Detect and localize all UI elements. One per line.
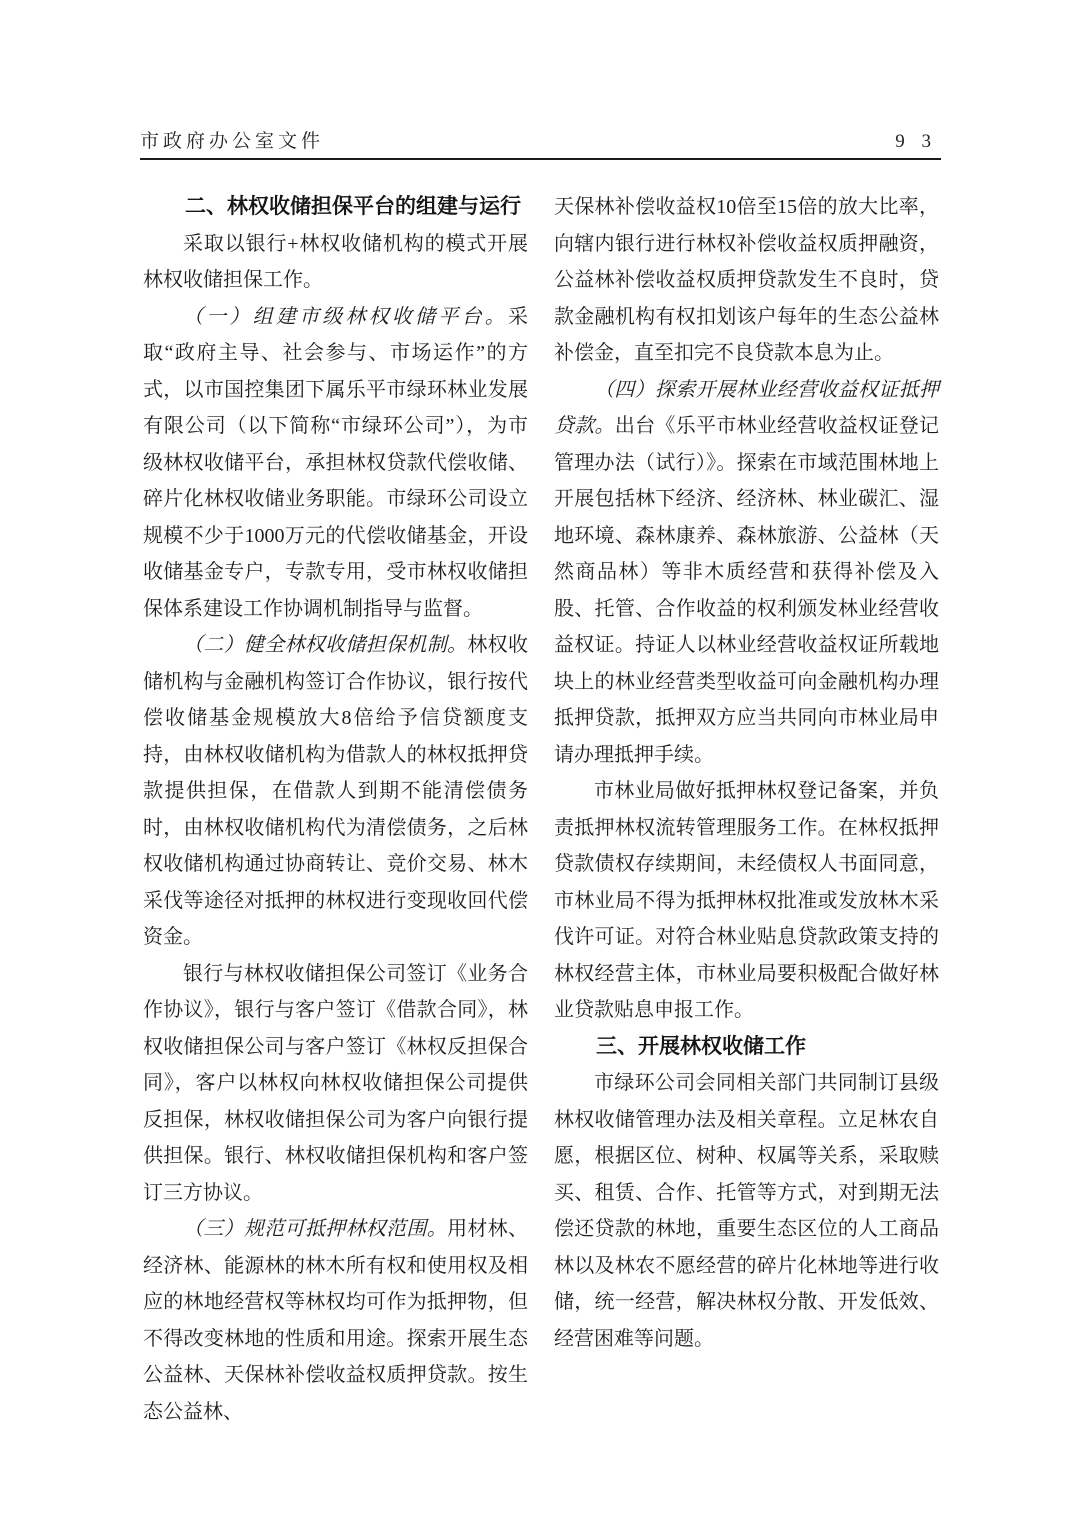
clause-lead: （四）探索开展林业经营收益权证抵押贷款。: [554, 378, 939, 437]
clause-lead: （三）规范可抵押林权范围。: [183, 1218, 448, 1240]
paragraph: （二）健全林权收储担保机制。林权收储机构与金融机构签订合作协议，银行按代偿收储基金规模放大8倍给予信贷额度支持，由林权收储机构为借款人的林权抵押贷款提供担保，在借款人到期不能清偿债务时，由林权收储机构代为清偿债务，之后林权收储机构通过协商转让、竞价交易、林木采伐等途径对抵押的林权进行变现收回代偿资金。: [143, 634, 528, 948]
paragraph: 市绿环公司会同相关部门共同制订县级林权收储管理办法及相关章程。立足林农自愿，根据区位、树种、权属等关系，采取赎买、租赁、合作、托管等方式，对到期无法偿还贷款的林地，重要生态区位的人工商品林以及林农不愿经营的碎片化林地等进行收储，统一经营，解决林权分散、开发低效、经营困难等问题。: [554, 1072, 939, 1350]
header-title: 市政府办公室文件: [140, 131, 325, 152]
paragraph: （三）规范可抵押林权范围。用材林、经济林、能源林的林木所有权和使用权及相应的林地经营权等林权均可作为抵押物，但不得改变林地的性质和用途。探索开展生态公益林、天保林补偿收益权质押贷款。按生态公益林、: [143, 1218, 528, 1423]
page-header: [140, 126, 941, 160]
right-column: [554, 189, 939, 1430]
paragraph: （四）探索开展林业经营收益权证抵押贷款。出台《乐平市林业经营收益权证登记管理办法（试行）》。探索在市域范围林地上开展包括林下经济、经济林、林业碳汇、湿地环境、森林康养、森林旅游、公益林（天然商品林）等非木质经营和获得补偿及入股、托管、合作收益的权利颁发林业经营收益权证。持证人以林业经营收益权证所载地块上的林业经营类型收益可向金融机构办理抵押贷款，抵押双方应当共同向市林业局申请办理抵押手续。: [554, 378, 940, 766]
clause-lead: （一）组建市级林权收储平台。: [183, 305, 508, 328]
left-column: [143, 189, 528, 1430]
section-heading: 二、林权收储担保平台的组建与运行: [185, 195, 521, 218]
paragraph: （一）组建市级林权收储平台。采取“政府主导、社会参与、市场运作”的方式，以市国控集团下属乐平市绿环林业发展有限公司（以下简称“市绿环公司”），为市级林权收储平台，承担林权贷款代偿收储、碎片化林权收储业务职能。市绿环公司设立规模不少于1000万元的代偿收储基金，开设收储基金专户，专款专用，受市林权收储担保体系建设工作协调机制指导与监督。: [143, 305, 528, 620]
paragraph: 采取以银行+林权收储机构的模式开展林权收储担保工作。: [143, 232, 528, 291]
paragraph: 市林业局做好抵押林权登记备案，并负责抵押林权流转管理服务工作。在林权抵押贷款债权存续期间，未经债权人书面同意，市林业局不得为抵押林权批准或发放林木采伐许可证。对符合林业贴息贷款政策支持的林权经营主体，市林业局要积极配合做好林业贷款贴息申报工作。: [554, 780, 939, 1021]
paragraph: 银行与林权收储担保公司签订《业务合作协议》，银行与客户签订《借款合同》，林权收储担保公司与客户签订《林权反担保合同》，客户以林权向林权收储担保公司提供反担保，林权收储担保公司为客户向银行提供担保。银行、林权收储担保机构和客户签订三方协议。: [143, 962, 528, 1204]
text-columns: [143, 189, 939, 1430]
page-number: 9 3: [895, 131, 937, 152]
clause-lead: （二）健全林权收储担保机制。: [183, 634, 468, 656]
section-heading: 三、开展林权收储工作: [596, 1034, 806, 1058]
paragraph: 天保林补偿收益权10倍至15倍的放大比率，向辖内银行进行林权补偿收益权质押融资，公益林补偿收益权质押贷款发生不良时，贷款金融机构有权扣划该户每年的生态公益林补偿金，直至扣完不良贷款本息为止。: [554, 196, 939, 364]
